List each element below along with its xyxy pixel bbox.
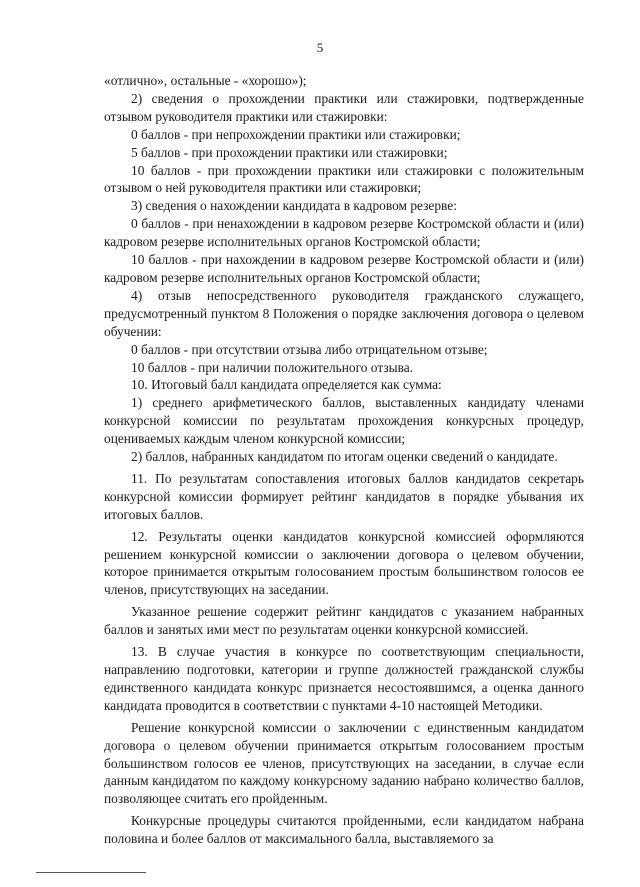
paragraph: Конкурсные процедуры считаются пройденными, если кандидатом набрана половина и более баллов от максимального балла, выставляемого за [104,813,584,847]
paragraph: 12. Результаты оценки кандидатов конкурсной комиссией оформляются решением конкурсной комиссии о заключении договора о целевом обучении, которое принимается открытым голосованием простым большинством голосов ее членов, присутствующих на заседании. [104,528,584,598]
paragraph: 1) среднего арифметического баллов, выставленных кандидату членами конкурсной комиссии по результатам прохождения конкурсных процедур, оцениваемых каждым членом конкурсной комиссии; [104,395,584,447]
paragraph: 0 баллов - при отсутствии отзыва либо отрицательном отзыве; [131,341,488,357]
paragraph: Решение конкурсной комиссии о заключении с единственным кандидатом договора о целевом обучении принимается открытым голосованием простым большинством голосов ее членов, присутствующих на заседании, в случае если данным кандидатом по каждому конкурсному заданию набрано количество баллов, позволяющее считать его пройденным. [104,719,584,807]
paragraph: 0 баллов - при ненахождении в кадровом резерве Костромской области и (или) кадровом резерве исполнительных органов Костромской области; [104,216,584,250]
paragraph: 2) баллов, набранных кандидатом по итогам оценки сведений о кандидате. [131,449,558,465]
paragraph: «отлично», остальные - «хорошо»); [104,73,307,88]
paragraph: 11. По результатам сопоставления итоговых баллов кандидатов секретарь конкурсной комиссии формирует рейтинг кандидатов в порядке убывания их итоговых баллов. [104,470,584,522]
paragraph: 10 баллов - при прохождении практики или стажировки с положительным отзывом о ней руководителя практики или стажировки; [104,162,584,196]
paragraph: 0 баллов - при непрохождении практики или стажировки; [131,126,461,142]
page-number: 5 [316,40,324,55]
paragraph: 4) отзыв непосредственного руководителя гражданского служащего, предусмотренный пунктом 8 Положения о порядке заключения договора о целевом обучении: [104,287,584,339]
footnote-separator [36,872,146,873]
paragraph: 3) сведения о нахождении кандидата в кадровом резерве: [131,198,457,214]
paragraph: Указанное решение содержит рейтинг кандидатов с указанием набранных баллов и занятых ими мест по результатам оценки конкурсной комиссией. [104,604,584,638]
paragraph: 2) сведения о прохождении практики или стажировки, подтвержденные отзывом руководителя практики или стажировки: [104,90,584,124]
paragraph: 10 баллов - при нахождении в кадровом резерве Костромской области и (или) кадровом резерве исполнительных органов Костромской области; [104,252,584,285]
paragraph: 10 баллов - при наличии положительного отзыва. [131,359,414,375]
paragraph: 10. Итоговый балл кандидата определяется как сумма: [131,377,442,393]
paragraph: 5 баллов - при прохождении практики или стажировки; [131,144,448,160]
paragraph: 13. В случае участия в конкурсе по соответствующим специальности, направлению подготовки, категории и группе должностей гражданской службы единственного кандидата конкурс признается несостоявшимся, а оценка данного кандидата проводится в соответствии с пунктами 4-10 настоящей Методики. [104,644,584,713]
document-body [104,72,584,848]
